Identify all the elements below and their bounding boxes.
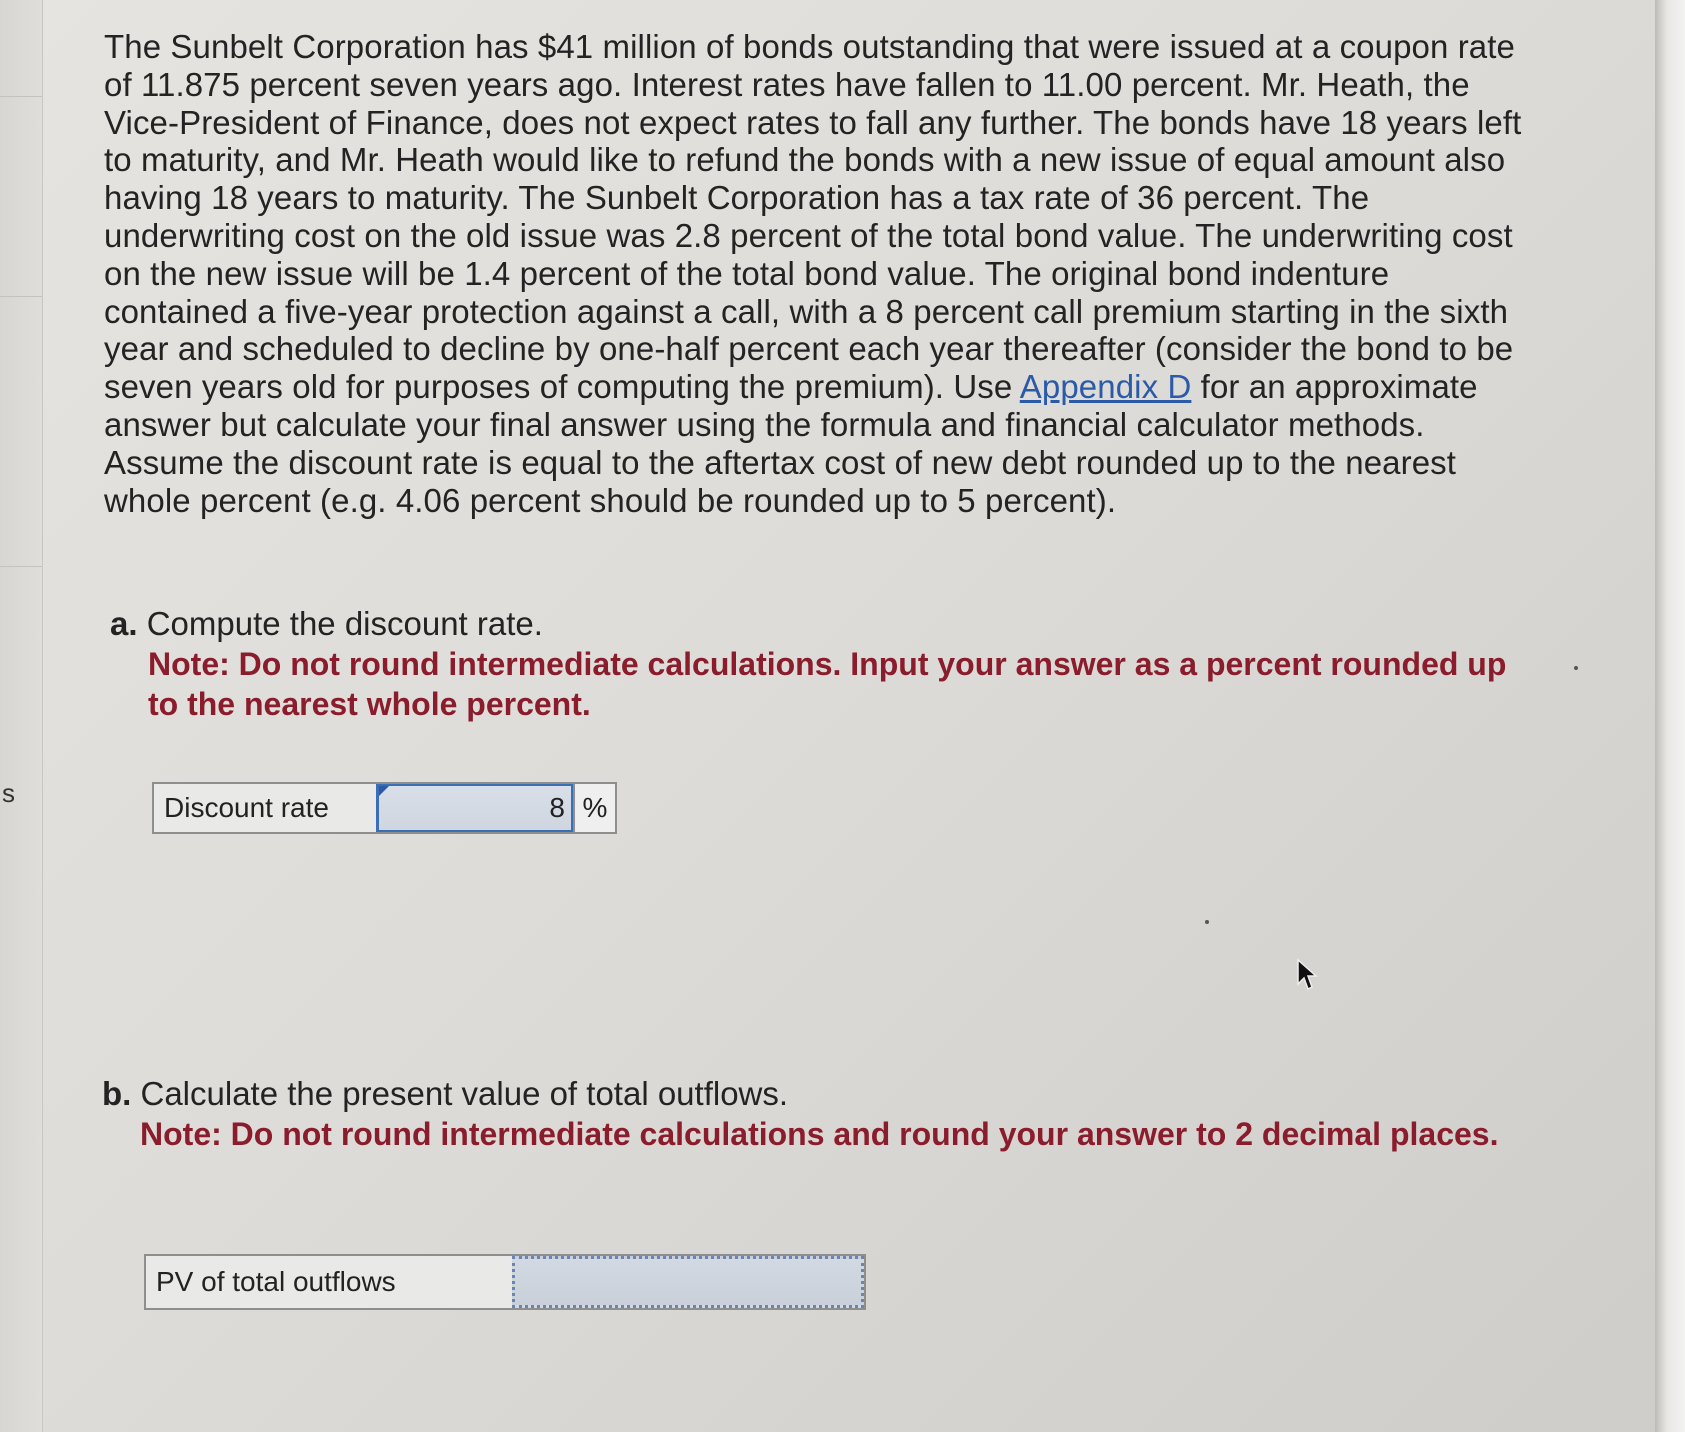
pv-outflows-label: PV of total outflows bbox=[146, 1256, 512, 1308]
part-a-letter: a. bbox=[110, 605, 138, 642]
pv-outflows-input[interactable] bbox=[512, 1256, 864, 1308]
discount-rate-value: 8 bbox=[549, 792, 565, 823]
part-b bbox=[102, 1074, 1522, 1154]
sidebar-panel bbox=[0, 96, 42, 297]
part-a-question bbox=[110, 604, 1530, 644]
part-b-question-text: Calculate the present value of total outflows. bbox=[140, 1075, 789, 1112]
part-b-letter: b. bbox=[102, 1075, 132, 1112]
part-a bbox=[110, 604, 1530, 724]
part-a-question-text: Compute the discount rate. bbox=[146, 605, 543, 642]
problem-statement bbox=[104, 28, 1524, 519]
discount-rate-row bbox=[152, 782, 617, 834]
problem-text-after: for an approximate answer but calculate your final answer using the formula and financial calculator methods. Assume the discount rate is equal to the aftertax cost of new debt rounded up to the nearest whole percent (e.g. 4.06 percent should be rounded up to 5 percent). bbox=[104, 368, 1478, 519]
part-a-note: Note: Do not round intermediate calculations. Input your answer as a percent rounded up to the nearest whole percent. bbox=[148, 646, 1507, 722]
appendix-d-link[interactable]: Appendix D bbox=[1019, 368, 1192, 406]
screen-speck bbox=[1205, 920, 1209, 924]
problem-text bbox=[104, 28, 1524, 519]
discount-rate-label: Discount rate bbox=[154, 784, 376, 832]
pv-outflows-row bbox=[144, 1254, 866, 1310]
discount-rate-input[interactable] bbox=[376, 784, 573, 832]
part-b-question bbox=[102, 1074, 1522, 1114]
part-b-note: Note: Do not round intermediate calculations and round your answer to 2 decimal places. bbox=[140, 1116, 1499, 1152]
mouse-pointer-icon bbox=[1296, 958, 1320, 992]
left-sidebar-edge bbox=[0, 0, 43, 1432]
screen-edge bbox=[1655, 0, 1685, 1432]
sidebar-panel bbox=[0, 296, 42, 567]
screen-speck bbox=[1574, 666, 1578, 670]
sidebar-panel bbox=[0, 0, 42, 97]
percent-unit: % bbox=[573, 784, 615, 832]
problem-text-before: The Sunbelt Corporation has $41 million of bonds outstanding that were issued at a coupon rate of 11.875 percent seven years ago. Interest rates have fallen to 11.00 percent. Mr. Heath, the Vice-President of Finance, does not expect rates to fall any further. The bonds have 18 years left to maturity, and Mr. Heath would like to refund the bonds with a new issue of equal amount also having 18 years to maturity. The Sunbelt Corporation has a tax rate of 36 percent. The underwriting cost on the old issue was 2.8 percent of the total bond value. The underwriting cost on the new issue will be 1.4 percent of the total bond value. The original bond indenture contained a five-year protection against a call, with a 8 percent call premium starting in the sixth year and scheduled to decline by one-half percent each year thereafter (consider the bond to be seven years old for purposes of computing the premium). Use bbox=[104, 28, 1522, 406]
side-marker: s bbox=[2, 778, 15, 808]
input-flag-icon bbox=[379, 786, 389, 796]
